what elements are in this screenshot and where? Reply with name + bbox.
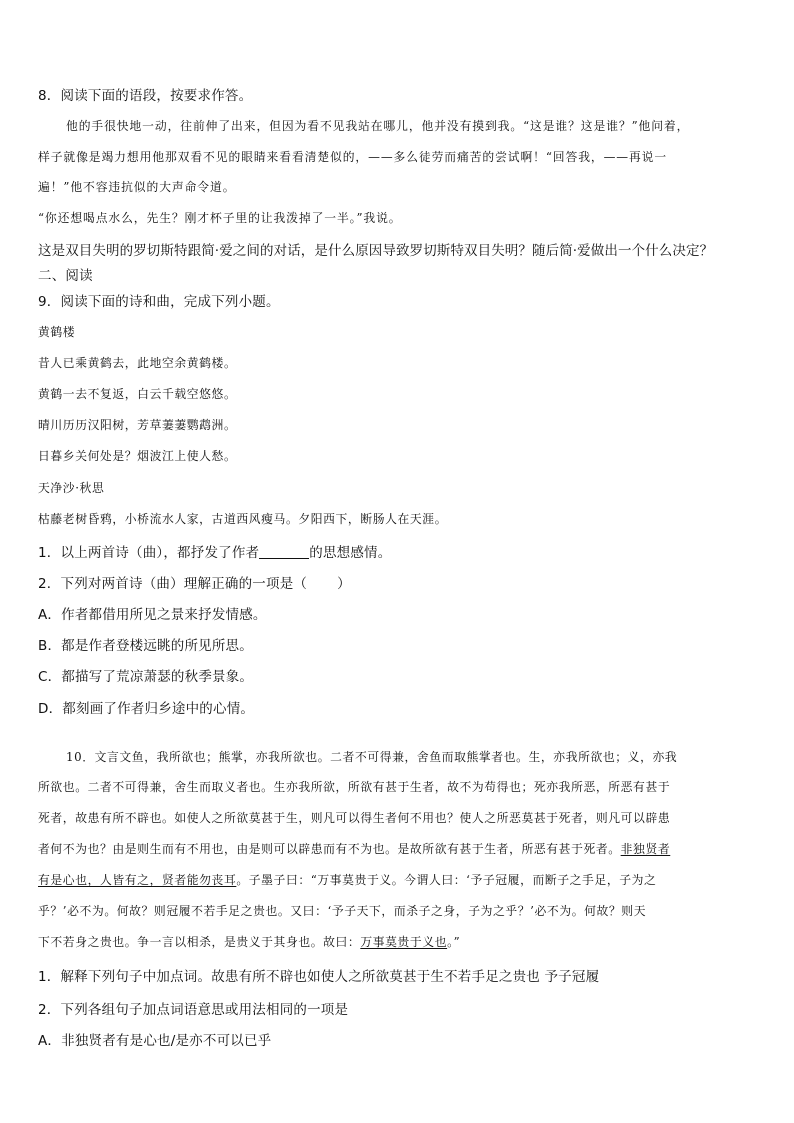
poem1-title: 黄鹤楼: [38, 325, 76, 339]
q9-sub-question-2: [38, 572, 770, 592]
poem1-line-1: 昔人已乘黄鹤去，此地空余黄鹤楼。: [38, 356, 237, 370]
q10-passage-line-2: 所欲也。二者不可得兼，舍生而取义者也。生亦我所欲，所欲有甚于生者，故不为苟得也；死亦我所恶，所恶有甚于: [38, 780, 671, 794]
poem1-line-4: 日暮乡关何处是？烟波江上使人愁。: [38, 449, 237, 463]
underlined-phrase: 有是心也，人皆有之，贤者能勿丧耳: [38, 873, 237, 887]
poem2-text: 枯藤老树昏鸦，小桥流水人家，古道西风瘦马。夕阳西下，断肠人在天涯。: [38, 512, 448, 526]
q9-option-c: C．都描写了荒凉萧瑟的秋季景象。: [38, 669, 254, 685]
q10-line-7-text-a: 下不若身之贵也。争一言以相杀，是贵义于其身也。故曰：: [38, 935, 361, 949]
underlined-phrase: 非独贤者: [620, 842, 671, 856]
poem1-line-3: 晴川历历汉阳树，芳草萋萋鹦鹉洲。: [38, 418, 237, 432]
q8-passage-line-3: 遍！”他不容违抗似的大声命令道。: [38, 180, 236, 194]
q9-option-b: B．都是作者登楼远眺的所见所思。: [38, 638, 253, 654]
q10-line-7-text-b: 。”: [447, 935, 461, 949]
section-heading: 二、阅读: [38, 268, 93, 284]
q10-sub-question-2: 2．下列各组句子加点词语意思或用法相同的一项是: [38, 1002, 349, 1018]
q9-option-d: D．都刻画了作者归乡途中的心情。: [38, 701, 255, 717]
q9-sub1-text-a: 1．以上两首诗（曲），都抒发了作者: [38, 545, 260, 561]
q10-passage-line-6: 乎？’必不为。何故？则冠履不若手足之贵也。又曰：‘予子天下，而杀子之身，子为之乎？’必不为。何故？则天: [38, 904, 647, 918]
q9-option-a: A．作者都借用所见之景来抒发情感。: [38, 607, 267, 623]
poem1-line-2: 黄鹤一去不复返，白云千载空悠悠。: [38, 387, 237, 401]
q8-passage-line-1: 他的手很快地一动，往前伸了出来，但因为看不见我站在哪儿，他并没有摸到我。“这是谁？这是谁？”他问着，: [66, 119, 690, 133]
q10-line-4-text: 者何不为也？由是则生而有不用也，由是则可以辟患而有不为也。是故所欲有甚于生者，所恶有甚于死者。: [38, 842, 621, 856]
answer-blank[interactable]: [259, 546, 309, 559]
q10-passage-line-1: 10．文言文鱼，我所欲也；熊掌，亦我所欲也。二者不可得兼，舍鱼而取熊掌者也。生，亦我所欲也；义，亦我: [66, 750, 678, 764]
q10-passage-line-3: 死者，故患有所不辟也。如使人之所欲莫甚于生，则凡可以得生者何不用也？使人之所恶莫甚于死者，则凡可以辟患: [38, 811, 671, 825]
q10-line-5-text: 。子墨子曰：“万事莫贵于义。今谓人曰：‘予子冠履，而断子之手足，子为之: [236, 873, 657, 887]
q9-sub-question-1: [38, 541, 770, 561]
poem2-title: 天净沙·秋思: [38, 481, 105, 495]
q8-question: 这是双目失明的罗切斯特跟简·爱之间的对话，是什么原因导致罗切斯特双目失明？随后简·爱做出一个什么决定？: [38, 243, 714, 259]
q9-sub2-text-b: ）: [337, 576, 351, 592]
q8-passage-line-2: 样子就像是竭力想用他那双看不见的眼睛来看看清楚似的，——多么徒劳而痛苦的尝试啊！“回答我，——再说一: [38, 150, 668, 164]
q8-title: 8．阅读下面的语段，按要求作答。: [38, 88, 253, 104]
q8-passage-line-4: “你还想喝点水么，先生？刚才杯子里的让我泼掉了一半。”我说。: [38, 211, 402, 225]
q10-passage-line-4: [38, 840, 770, 857]
q10-passage-line-7: [38, 933, 770, 950]
q9-sub1-text-b: 的思想感情。: [309, 545, 392, 561]
q9-sub2-text-a: 2．下列对两首诗（曲）理解正确的一项是（: [38, 576, 308, 592]
underlined-phrase: 万事莫贵于义也: [360, 935, 448, 949]
q10-sub-question-1: 1．解释下列句子中加点词。故患有所不辟也如使人之所欲莫甚于生不若手足之贵也 予子冠履: [38, 969, 600, 985]
q9-title: 9．阅读下面的诗和曲，完成下列小题。: [38, 294, 280, 310]
q10-option-a: A．非独贤者有是心也/是亦不可以已乎: [38, 1033, 272, 1049]
q10-passage-line-5: [38, 871, 770, 888]
